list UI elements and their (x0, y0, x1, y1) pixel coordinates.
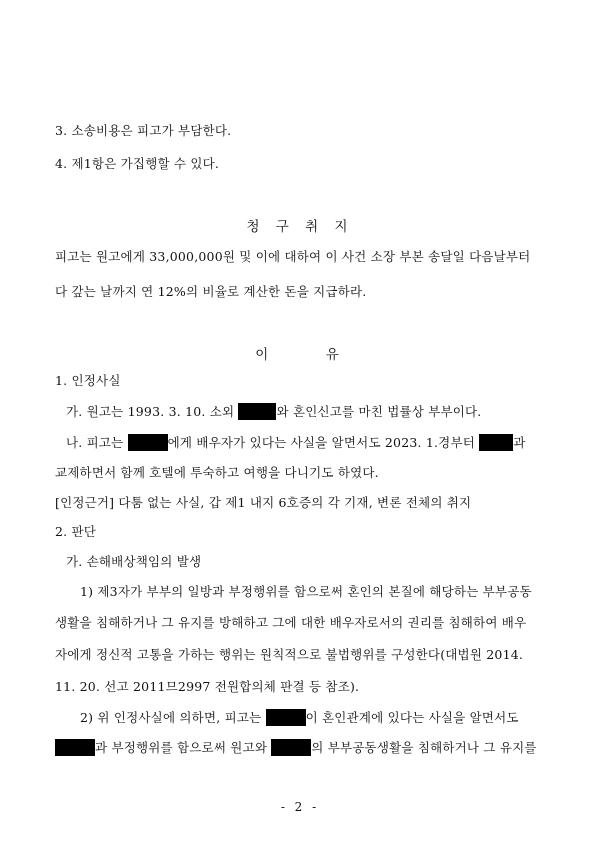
para-b-text-1: 나. 피고는 (66, 435, 128, 450)
para-b (66, 434, 561, 452)
p1-line-1: 1) 제3자가 부부의 일방과 부정행위를 함으로써 혼인의 본질에 해당하는 부부공동 (80, 584, 532, 599)
p2-line-1 (80, 709, 575, 727)
para-b-line-2: 교제하면서 함께 호텔에 투숙하고 여행을 다니기도 하였다. (55, 465, 379, 480)
p2-line2-text-2: 의 부부공동생활을 침해하거나 그 유지를 (311, 740, 537, 755)
redaction-box (128, 434, 168, 451)
reasons-heading: 이 유 (255, 347, 345, 363)
para-a (66, 403, 561, 421)
redaction-box (266, 709, 306, 726)
claim-line-1: 피고는 원고에게 33,000,000원 및 이에 대하여 이 사건 소장 부본 송달일 다음날부터 (55, 249, 531, 264)
p1-line-4: 11. 20. 선고 2011므2997 전원합의체 판결 등 참조). (55, 679, 360, 694)
p1-line-3: 자에게 정신적 고통을 가하는 행위는 원칙적으로 불법행위를 구성한다(대법원 2014. (55, 647, 524, 662)
redaction-box (55, 739, 95, 756)
claim-heading: 청 구 취 지 (246, 219, 354, 235)
sub-a-title: 가. 손해배상책임의 발생 (66, 554, 202, 569)
p2-text-1: 2) 위 인정사실에 의하면, 피고는 (80, 710, 266, 725)
basis-line: [인정근거] 다툼 없는 사실, 갑 제1 내지 6호증의 각 기재, 변론 전체의 취지 (55, 495, 472, 510)
section-2-title: 2. 판단 (55, 524, 97, 539)
para-b-text-2: 에게 배우자가 있다는 사실을 알면서도 2023. 1.경부터 (167, 435, 480, 450)
claim-line-2: 다 갚는 날까지 연 12%의 비율로 계산한 돈을 지급하라. (55, 284, 367, 299)
p2-text-2: 이 혼인관계에 있다는 사실을 알면서도 (305, 710, 519, 725)
item-4: 4. 제1항은 가집행할 수 있다. (55, 156, 220, 171)
redaction-box (238, 403, 276, 420)
redaction-box (271, 739, 311, 756)
para-a-text-before: 가. 원고는 1993. 3. 10. 소외 (66, 404, 239, 419)
para-a-text-after: 와 혼인신고를 마친 법률상 부부이다. (276, 404, 482, 419)
section-1-title: 1. 인정사실 (55, 373, 121, 388)
p2-line2-text-1: 과 부정행위를 함으로써 원고와 (95, 740, 272, 755)
redaction-box (479, 434, 513, 451)
para-b-text-3: 과 (513, 435, 526, 450)
item-3: 3. 소송비용은 피고가 부담한다. (55, 123, 232, 138)
p1-line-2: 생활을 침해하거나 그 유지를 방해하고 그에 대한 배우자로서의 권리를 침해하여 배우 (55, 615, 527, 630)
p2-line-2 (55, 739, 550, 757)
page-number: - 2 - (280, 800, 320, 814)
